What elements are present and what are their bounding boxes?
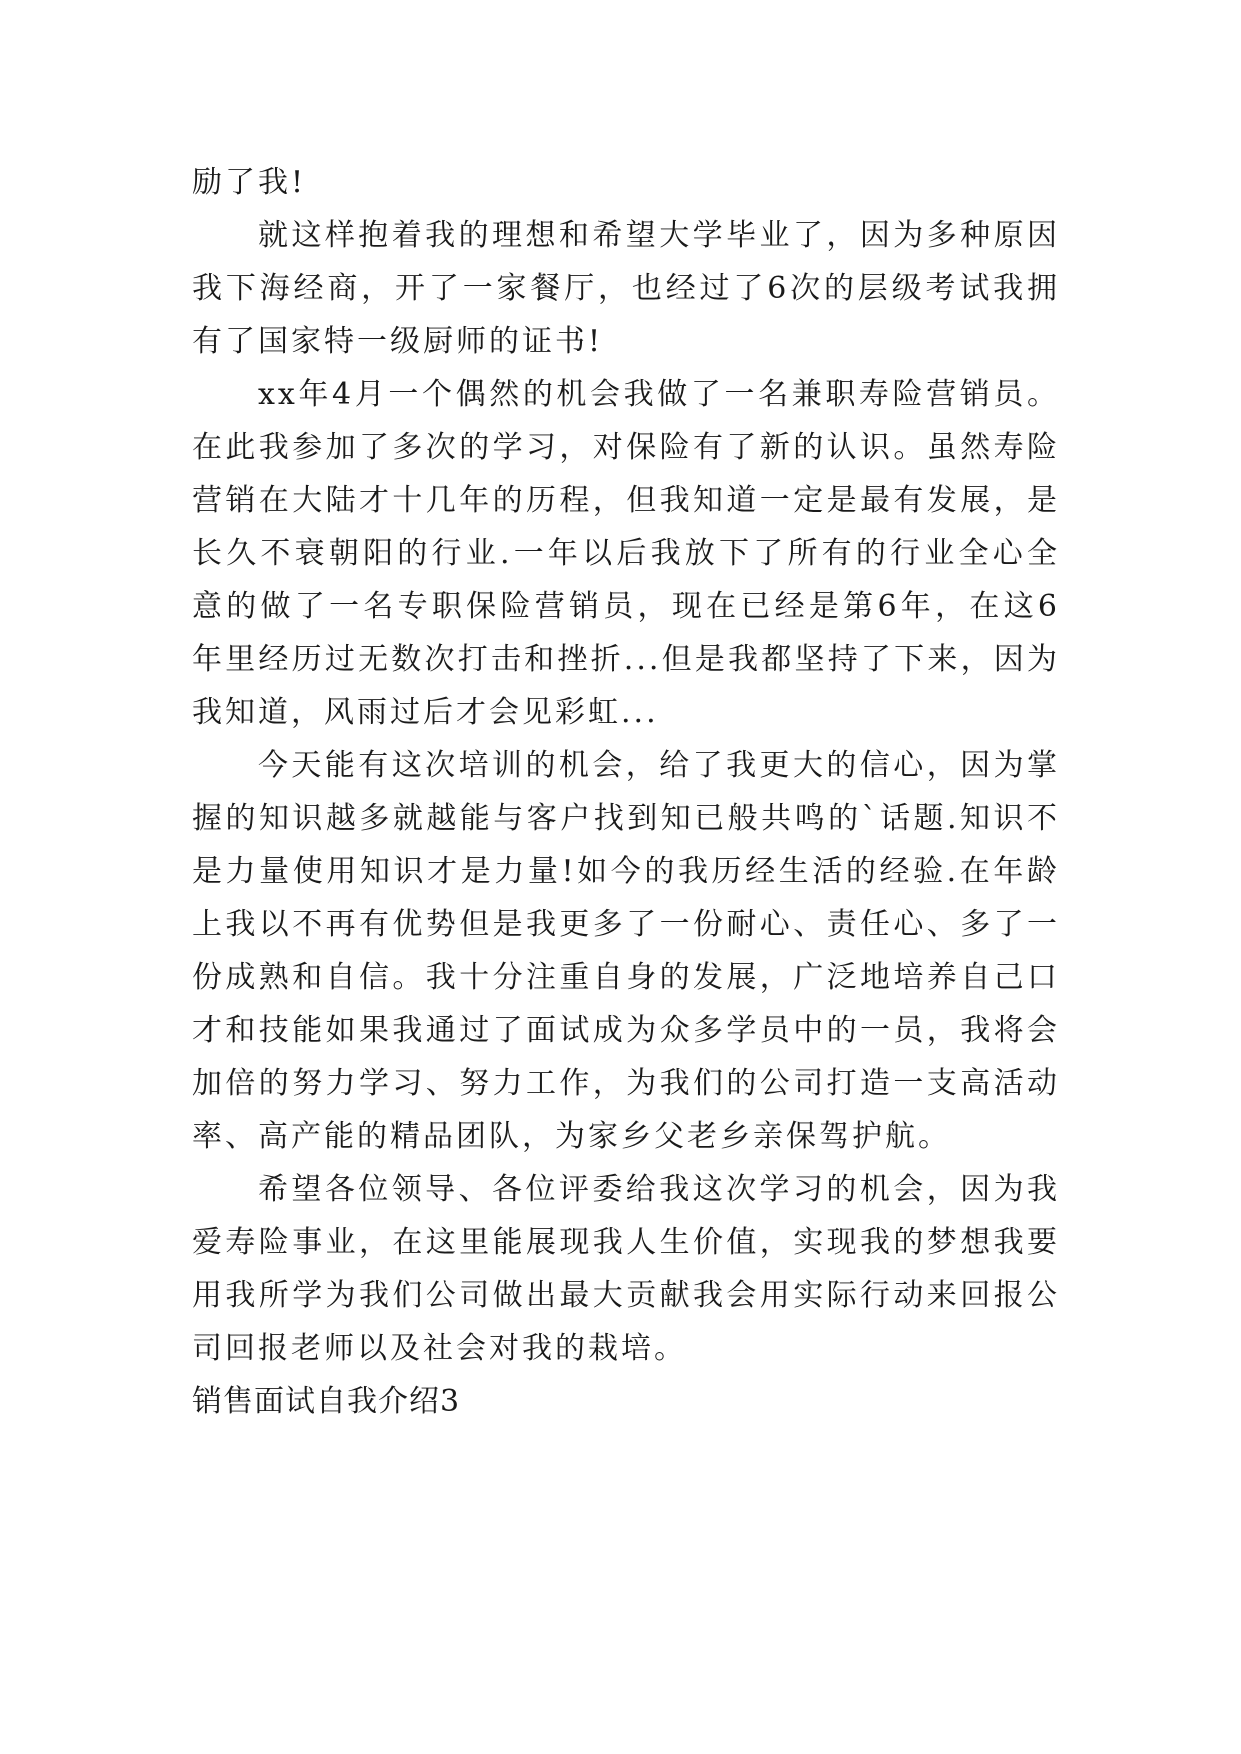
paragraph-continuation: 励了我! — [192, 165, 307, 200]
document-body — [192, 156, 1060, 1428]
paragraph-closing-wish: 希望各位领导、各位评委给我这次学习的机会，因为我爱寿险事业，在这里能展现我人生价值，实现我的梦想我要用我所学为我们公司做出最大贡献我会用实际行动来回报公司回报老师以及社会对我的栽培。 — [192, 1172, 1060, 1366]
section-heading: 销售面试自我介绍3 — [192, 1384, 461, 1419]
paragraph-graduation: 就这样抱着我的理想和希望大学毕业了，因为多种原因我下海经商，开了一家餐厅，也经过了6次的层级考试我拥有了国家特一级厨师的证书! — [192, 218, 1060, 359]
paragraph-training-opportunity: 今天能有这次培训的机会，给了我更大的信心，因为掌握的知识越多就越能与客户找到知已般共鸣的`话题.知识不是力量使用知识才是力量!如今的我历经生活的经验.在年龄上我以不再有优势但是我更多了一份耐心、责任心、多了一份成熟和自信。我十分注重自身的发展，广泛地培养自己口才和技能如果我通过了面试成为众多学员中的一员，我将会加倍的努力学习、努力工作，为我们的公司打造一支高活动率、高产能的精品团队，为家乡父老乡亲保驾护航。 — [192, 748, 1060, 1154]
paragraph-insurance-career: xx年4月一个偶然的机会我做了一名兼职寿险营销员。在此我参加了多次的学习，对保险有了新的认识。虽然寿险营销在大陆才十几年的历程，但我知道一定是最有发展，是长久不衰朝阳的行业.一年以后我放下了所有的行业全心全意的做了一名专职保险营销员，现在已经是第6年，在这6年里经历过无数次打击和挫折...但是我都坚持了下来，因为我知道，风雨过后才会见彩虹... — [192, 377, 1060, 730]
